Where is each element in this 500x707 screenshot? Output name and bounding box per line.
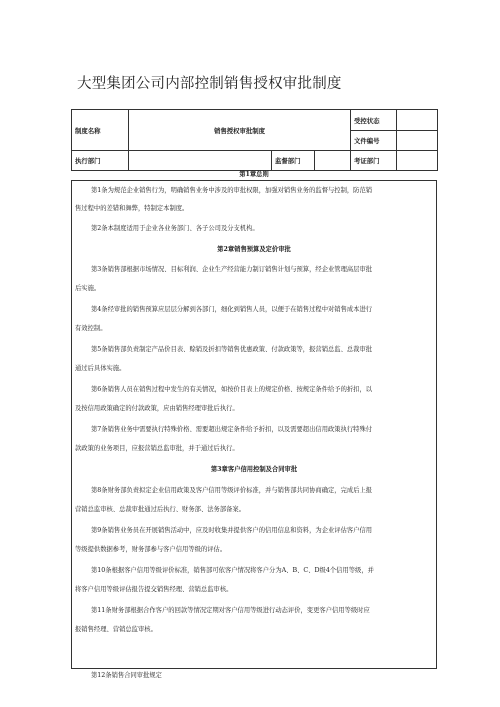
executing-dept-value xyxy=(129,151,272,171)
system-name-label: 制度名称 xyxy=(72,110,129,151)
document-title: 大型集团公司内部控制销售授权审批制度 xyxy=(77,76,342,92)
article-4-line-1: 第4条经审批的销售预算应层层分解到各部门，细化到销售人员，以便于在销售过程中对销售成本进行 xyxy=(91,306,373,313)
control-status-value xyxy=(397,110,438,131)
article-4-line-2: 有效控制。 xyxy=(75,325,107,332)
article-12-line-1: 第12条销售合同审批规定 xyxy=(91,672,162,679)
article-7-line-1: 第7条销售业务中需要执行特殊价格、需要超出规定条件给予折扣，以及需要超出信用政策执行特殊付 xyxy=(91,426,373,433)
article-5-line-2: 通过后具体实施。 xyxy=(75,365,126,372)
article-3-line-2: 后实施。 xyxy=(75,285,101,292)
article-3-line-1: 第3条销售部根据市场情况、目标利润、企业生产经营能力制订销售计划与预算，经企业管理高层审批 xyxy=(91,266,373,273)
article-10-line-1: 第10条根据客户信用等级评价标准，销售部可依客户情况将客户分为A、B、C、D级4个信用等级，并 xyxy=(91,567,374,574)
article-7-line-2: 款政策的业务项目，应报营销总监审批，并于通过后执行。 xyxy=(75,445,239,452)
executing-dept-label: 执行部门 xyxy=(72,151,129,171)
article-11-line-1: 第11条财务部根据合作客户的回款等情况定期对客户信用等级进行动态评价，变更客户信用等级时应 xyxy=(91,607,370,614)
article-10-line-2: 将客户信用等级评估报告提交销售经理、营销总监审核。 xyxy=(75,586,233,593)
control-status-label: 受控状态 xyxy=(351,110,397,131)
chapter-2-heading: 第2章销售预算及定价审批 xyxy=(217,246,291,253)
chapter-1-heading: 第1章总则 xyxy=(239,171,269,178)
article-1-line-2: 售过程中的差错和舞弊，特制定本制度。 xyxy=(75,205,189,212)
article-9-line-1: 第9条销售业务员在开展销售活动中，应及时收集并提供客户的信用信息和资料，为企业评估客户信用 xyxy=(91,527,373,534)
file-number-label: 文件编号 xyxy=(351,131,397,151)
article-5-line-1: 第5条销售部负责制定产品价目表、赊销及折扣等销售优惠政策、付款政策等，报营销总监、总裁审批 xyxy=(91,346,373,353)
file-number-value xyxy=(397,131,438,151)
article-8-line-1: 第8条财务部负责拟定企业信用政策及客户信用等级评价标准，并与销售部共同协商确定，完成后上报 xyxy=(91,487,373,494)
article-8-line-2: 营销总监审核、总裁审批通过后执行、财务部、法务部备案。 xyxy=(75,506,246,513)
article-6-line-2: 及按信用政策确定的付款政策，应由销售经理审批后执行。 xyxy=(75,405,239,412)
verifying-dept-value xyxy=(397,151,438,171)
article-2-line-1: 第2条本制度适用于企业各业务部门、各子公司及分支机构。 xyxy=(91,225,259,232)
article-1-line-1: 第1条为规范企业销售行为，明确销售业务中涉及的审批权限，加强对销售业务的监督与控制，防范销 xyxy=(91,187,373,194)
document-meta-table xyxy=(71,109,438,171)
supervising-dept-label: 监督部门 xyxy=(272,151,315,171)
verifying-dept-label: 考证部门 xyxy=(351,151,397,171)
article-6-line-1: 第6条销售人员在销售过程中发生的有关情况，如按价目表上的规定价格、按规定条件给予的折扣，以 xyxy=(91,386,373,393)
chapter-3-heading: 第3章客户信用控制及合同审批 xyxy=(210,466,298,473)
article-11-line-2: 报销售经理、营销总监审核。 xyxy=(75,626,157,633)
supervising-dept-value xyxy=(315,151,351,171)
system-name-value: 销售授权审批制度 xyxy=(129,110,351,151)
article-9-line-2: 等级提供数据参考，财务部参与客户信用等级的评估。 xyxy=(75,546,227,553)
